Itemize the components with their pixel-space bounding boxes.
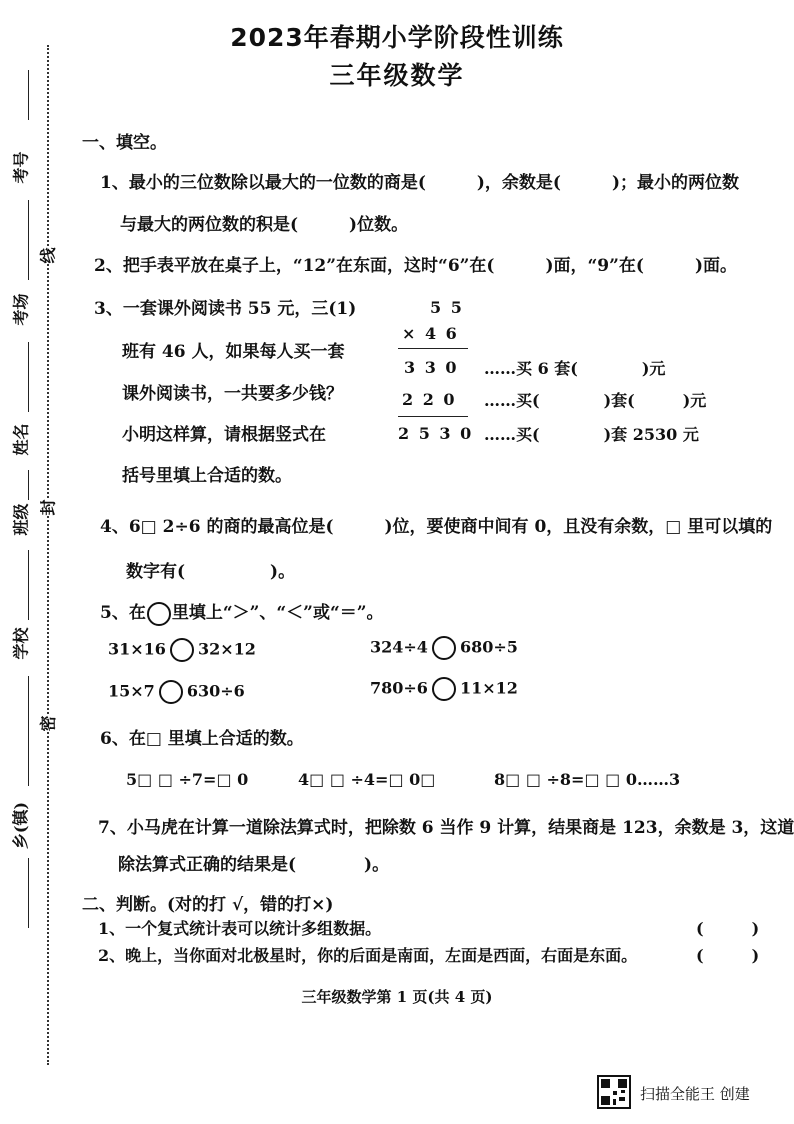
question-6-heading: 6、在□ 里填上合适的数。 bbox=[100, 729, 304, 749]
circle-blank bbox=[147, 602, 171, 626]
sidebar-school: 学校 bbox=[11, 627, 31, 660]
question-4-line-1: 4、6□ 2÷6 的商的最高位是( )位，要使商中间有 0，且没有余数，□ 里可以填的 bbox=[100, 517, 773, 537]
page-footer: 三年级数学第 1 页(共 4 页) bbox=[301, 988, 493, 1006]
calc-partial-1: 3 3 0 bbox=[404, 358, 459, 377]
compare-d: 780÷6 11×12 bbox=[370, 677, 518, 701]
page-title: 2023年春期小学阶段性训练 bbox=[230, 23, 564, 52]
circle-blank bbox=[170, 638, 194, 662]
sidebar-township: 乡(镇) bbox=[11, 801, 31, 850]
sidebar-exam-no: 考号 bbox=[11, 151, 31, 184]
calc-rule bbox=[398, 348, 468, 349]
margin-line bbox=[28, 858, 29, 928]
judge-1: 1、一个复式统计表可以统计多组数据。 bbox=[98, 919, 382, 938]
judge-2: 2、晚上，当你面对北极星时，你的后面是南面，左面是西面，右面是东面。 bbox=[98, 946, 638, 965]
sidebar-exam-room: 考场 bbox=[11, 293, 31, 326]
circle-blank bbox=[432, 636, 456, 660]
margin-line bbox=[28, 342, 29, 412]
margin-line bbox=[28, 70, 29, 120]
section-heading-fill: 一、填空。 bbox=[82, 133, 167, 153]
seal-text-close: 密 bbox=[36, 715, 59, 731]
question-5-heading: 5、在 里填上“＞”、“＜”或“＝”。 bbox=[100, 598, 384, 626]
circle-blank bbox=[159, 680, 183, 704]
calc-note-3: ……买( )套 2530 元 bbox=[484, 425, 699, 444]
calc-partial-2: 2 2 0 bbox=[402, 390, 457, 409]
question-6-a: 5□ □ ÷7=□ 0 bbox=[126, 770, 249, 789]
calc-sum: 2 5 3 0 bbox=[398, 424, 474, 443]
circle-blank bbox=[432, 677, 456, 701]
margin-line bbox=[28, 200, 29, 280]
section-heading-judge: 二、判断。(对的打 √，错的打×) bbox=[82, 895, 334, 915]
margin-line bbox=[28, 470, 29, 500]
scanner-watermark: 扫描全能王 创建 bbox=[640, 1085, 750, 1103]
calc-rule bbox=[398, 416, 468, 417]
calc-note-1: ……买 6 套( )元 bbox=[484, 359, 666, 378]
margin-line bbox=[28, 550, 29, 620]
seal-text-line: 线 bbox=[36, 247, 59, 263]
margin-line bbox=[28, 676, 29, 786]
question-1-line-2: 与最大的两位数的积是( )位数。 bbox=[120, 215, 409, 235]
compare-c: 15×7 630÷6 bbox=[108, 680, 245, 704]
question-6-b: 4□ □ ÷4=□ 0□ bbox=[298, 770, 436, 789]
question-1-line-1: 1、最小的三位数除以最大的一位数的商是( )，余数是( )；最小的两位数 bbox=[100, 173, 740, 193]
question-7-line-1: 7、小马虎在计算一道除法算式时，把除数 6 当作 9 计算，结果商是 123，余数是 3，这道 bbox=[98, 818, 794, 838]
question-7-line-2: 除法算式正确的结果是( )。 bbox=[118, 855, 390, 875]
compare-b: 324÷4 680÷5 bbox=[370, 636, 518, 660]
qr-code-icon bbox=[597, 1075, 631, 1109]
calc-note-2: ……买( )套( )元 bbox=[484, 391, 707, 410]
question-3-line-2: 班有 46 人，如果每人买一套 bbox=[122, 342, 345, 362]
question-2: 2、把手表平放在桌子上，“12”在东面，这时“6”在( )面，“9”在( )面。 bbox=[94, 256, 737, 276]
question-4-line-2: 数字有( )。 bbox=[126, 562, 296, 582]
calc-top: 5 5 bbox=[430, 298, 464, 317]
question-6-c: 8□ □ ÷8=□ □ 0……3 bbox=[494, 770, 681, 789]
question-3-line-5: 括号里填上合适的数。 bbox=[122, 466, 292, 486]
page-subtitle: 三年级数学 bbox=[329, 61, 465, 90]
seal-dotted-line bbox=[47, 45, 49, 1065]
question-3-line-4: 小明这样算，请根据竖式在 bbox=[122, 425, 326, 445]
sidebar-class: 班级 bbox=[11, 503, 31, 536]
seal-text-seal: 封 bbox=[36, 499, 59, 515]
judge-1-answer: ( ) bbox=[696, 919, 760, 938]
judge-2-answer: ( ) bbox=[696, 946, 760, 965]
question-3-line-1: 3、一套课外阅读书 55 元，三(1) bbox=[94, 299, 357, 319]
sidebar-name: 姓名 bbox=[11, 423, 31, 456]
compare-a: 31×16 32×12 bbox=[108, 638, 256, 662]
calc-multiplier: × 4 6 bbox=[402, 324, 459, 343]
question-3-line-3: 课外阅读书，一共要多少钱？ bbox=[122, 384, 343, 404]
